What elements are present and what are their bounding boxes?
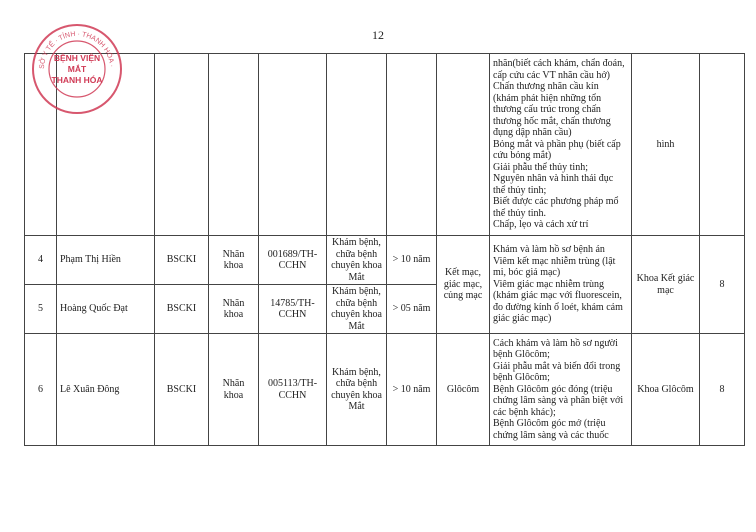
content-line: Bỏng mắt và phần phụ (biết cấp [493, 138, 621, 150]
degree-cell: BSCKI [155, 285, 209, 334]
table-row [25, 236, 745, 285]
training-table [24, 53, 745, 446]
experience-cell: > 05 năm [387, 285, 437, 334]
topic-cell: Kết mạc, giác mạc, củng mạc [437, 236, 490, 334]
content-cell [490, 334, 632, 446]
specialty-cell: Nhãn khoa [209, 334, 259, 446]
degree-cell [155, 54, 209, 236]
specialty-cell: Nhãn khoa [209, 285, 259, 334]
content-line: đo đường kính ổ loét, khám cảm [493, 301, 623, 313]
content-line: Chấp, lẹo và cách xử trí [493, 219, 589, 231]
content-line: Biết được các phương pháp mổ [493, 196, 619, 208]
license-cell: 001689/TH-CCHN [259, 236, 327, 285]
stt-cell: 6 [25, 334, 57, 446]
degree-cell: BSCKI [155, 334, 209, 446]
count-cell: 8 [700, 334, 745, 446]
name-cell: Lê Xuân Đông [57, 334, 155, 446]
content-line: (khám giác mạc với fluorescein, [493, 290, 622, 302]
content-cell [490, 236, 632, 334]
dept-cell: hình [632, 54, 700, 236]
content-line: thể thủy tinh. [493, 207, 547, 219]
count-cell: 8 [700, 236, 745, 334]
stt-cell: 5 [25, 285, 57, 334]
hospital-stamp [30, 22, 124, 116]
content-line: thương cấu trúc trong chấn [493, 104, 601, 116]
content-line: cấp cứu các VT nhãn cầu hở) [493, 69, 610, 81]
specialty-cell [209, 54, 259, 236]
content-line: Cách khám và làm hồ sơ người [493, 337, 618, 349]
topic-cell: Glôcôm [437, 334, 490, 446]
license-cell [259, 54, 327, 236]
table-row-continuation [25, 54, 745, 236]
topic-cell [437, 54, 490, 236]
content-line: thương hốc mắt, chấn thương [493, 115, 611, 127]
content-line: thể thủy tinh; [493, 184, 547, 196]
dept-cell: Khoa Kết giác mạc [632, 236, 700, 334]
license-cell: 005113/TH-CCHN [259, 334, 327, 446]
content-line: bệnh Glôcôm; [493, 372, 550, 384]
count-cell [700, 54, 745, 236]
content-line: bệnh Glôcôm; [493, 349, 550, 361]
scope-cell: Khám bệnh, chữa bệnh chuyên khoa Mắt [327, 334, 387, 446]
content-line: chứng lâm sàng và các thuốc [493, 429, 609, 441]
license-cell: 14785/TH-CCHN [259, 285, 327, 334]
content-line: Giải phẫu mắt và biến đổi trong [493, 360, 621, 372]
experience-cell: > 10 năm [387, 334, 437, 446]
stamp-ring-text: SỞ Y TẾ · TỈNH · THANH HÓA · [38, 30, 115, 70]
content-line: các bệnh khác); [493, 406, 556, 418]
content-line: cứu bỏng mắt) [493, 150, 552, 162]
experience-cell [387, 54, 437, 236]
content-line: Bệnh Glôcôm góc mở (triệu [493, 418, 606, 430]
content-line: (khám phát hiện những tổn [493, 92, 602, 104]
content-line: nhãn(biết cách khám, chẩn đoán, [493, 58, 625, 70]
name-cell: Phạm Thị Hiền [57, 236, 155, 285]
content-line: mi, bóc giả mạc) [493, 267, 561, 279]
content-line: Bệnh Glôcôm góc đóng (triệu [493, 383, 613, 395]
experience-cell: > 10 năm [387, 236, 437, 285]
content-line: Viêm giác mạc nhiễm trùng [493, 278, 605, 290]
scope-cell [327, 54, 387, 236]
content-line: chứng lâm sàng và phân biệt với [493, 395, 624, 407]
scope-cell: Khám bệnh, chữa bệnh chuyên khoa Mắt [327, 285, 387, 334]
content-line: Chấn thương nhãn cầu kín [493, 81, 599, 93]
content-line: Giải phẫu thể thủy tinh; [493, 161, 588, 173]
degree-cell: BSCKI [155, 236, 209, 285]
stt-cell: 4 [25, 236, 57, 285]
content-line: Nguyên nhân và hình thái đục [493, 173, 614, 185]
stamp-line-1: BỆNH VIỆN [53, 53, 101, 63]
stamp-line-2: MẮT [67, 64, 87, 74]
content-line: Khám và làm hồ sơ bệnh án [493, 244, 605, 256]
page-number: 12 [372, 28, 384, 42]
specialty-cell: Nhãn khoa [209, 236, 259, 285]
content-line: giác giác mạc) [493, 313, 552, 325]
table-row [25, 334, 745, 446]
dept-cell: Khoa Glôcôm [632, 334, 700, 446]
name-cell: Hoàng Quốc Đạt [57, 285, 155, 334]
content-line: đụng dập nhãn cầu) [493, 127, 572, 139]
content-cell [490, 54, 632, 236]
stamp-line-3: THANH HÓA [51, 75, 103, 85]
scope-cell: Khám bệnh, chữa bệnh chuyên khoa Mắt [327, 236, 387, 285]
content-line: Viêm kết mạc nhiễm trùng (lật [493, 255, 616, 267]
